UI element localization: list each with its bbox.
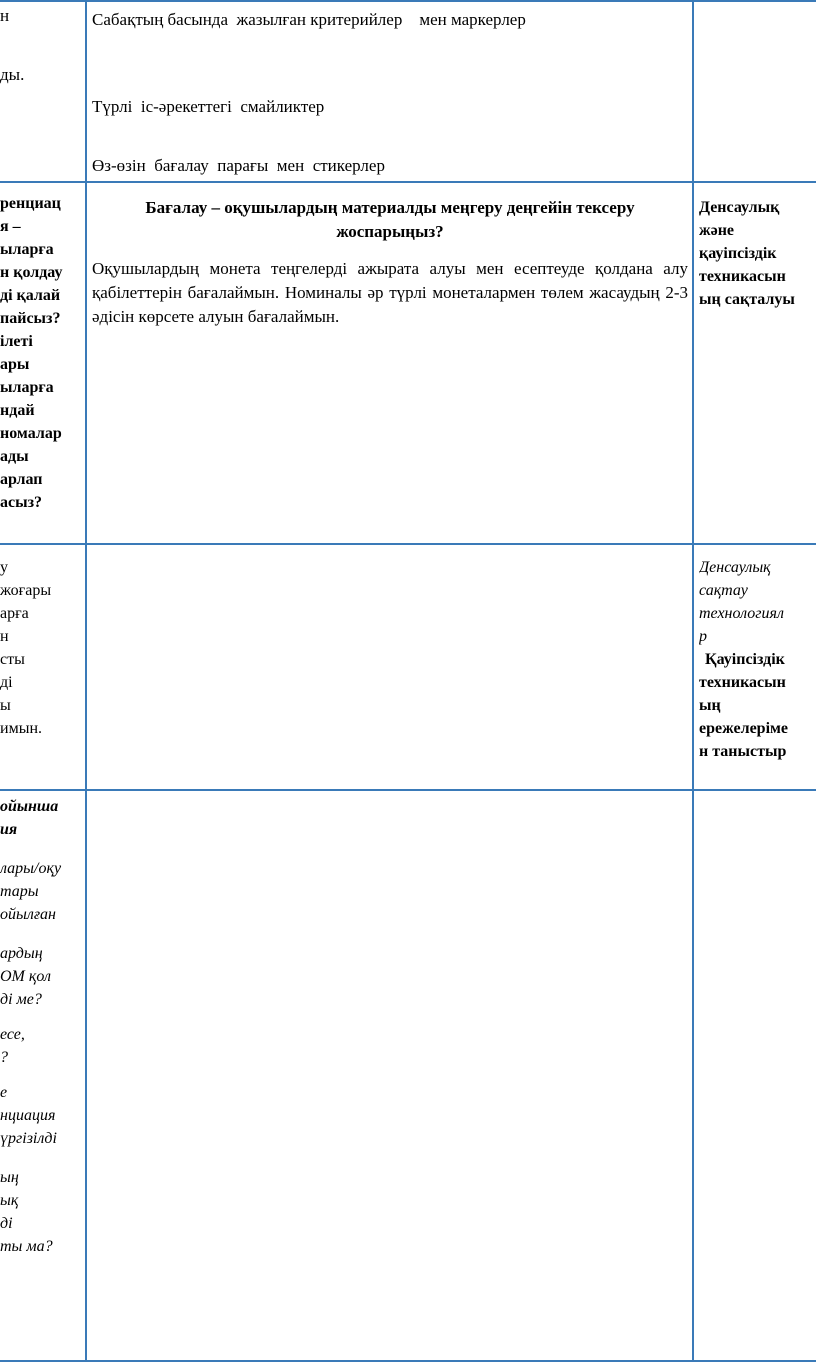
health-left-line: арға (0, 605, 29, 622)
reflection-line: ық (0, 1192, 19, 1209)
safety-rules-line: Қауіпсіздік (705, 651, 785, 668)
criteria-left-line (0, 52, 82, 63)
differentiation-line: ады (0, 448, 29, 465)
health-left-line: имын. (0, 720, 42, 737)
health-left-line: сты (0, 651, 25, 668)
criteria-left-cell (0, 4, 82, 179)
reflection-line (0, 1069, 82, 1081)
column-divider-2 (692, 0, 694, 1362)
criteria-left-line (0, 28, 82, 52)
health-left-line: ді (0, 674, 13, 691)
reflection-line: ОМ қол (0, 968, 51, 985)
health-left-line: жоғары (0, 582, 52, 599)
safety-line: техникасын (699, 268, 786, 285)
reflection-left-cell (0, 795, 82, 1357)
safety-rules-line: ың (699, 697, 721, 714)
reflection-line: ді (0, 1215, 13, 1232)
reflection-line (0, 1011, 82, 1023)
differentiation-line: пайсыз? (0, 310, 61, 327)
differentiation-line: ренциац (0, 195, 61, 212)
differentiation-line: ді қалай (0, 287, 61, 304)
reflection-line: ты ма? (0, 1238, 53, 1255)
reflection-line: лары/оқу (0, 860, 62, 877)
reflection-line: тары (0, 883, 39, 900)
safety-rules-line: ережелеріме (699, 720, 789, 737)
reflection-line: ? (0, 1049, 8, 1066)
reflection-line (0, 1158, 82, 1166)
reflection-line: есе, (0, 1026, 25, 1043)
reflection-line: үргізілді (0, 1130, 57, 1147)
criteria-left-line: н (0, 6, 10, 25)
differentiation-line: я – (0, 218, 21, 235)
safety-rules-line: н таныстыр (699, 743, 787, 760)
criteria-left-line: ды. (0, 65, 25, 84)
assessment-body: Оқушылардың монета теңгелерді ажырата алуы мен есептеуде қолдана алу қабілеттерін бағалаймын. Номиналы әр түрлі монеталармен төлем жасаудың 2-3 әдісін көрсете алуын бағалаймын. (92, 259, 688, 326)
safety-line: қауіпсіздік (699, 245, 777, 262)
reflection-line: ардың (0, 945, 43, 962)
differentiation-line: н қолдау (0, 264, 63, 281)
criteria-middle-cell (92, 8, 688, 180)
differentiation-line: ыларға (0, 241, 54, 258)
reflection-spacer (0, 841, 82, 857)
reflection-line: е (0, 1084, 8, 1101)
safety-line: ың сақталуы (699, 291, 795, 308)
differentiation-line: ілеті (0, 333, 33, 350)
reflection-line (0, 926, 82, 942)
safety-right-cell (699, 196, 816, 536)
health-left-line: н (0, 628, 9, 645)
health-left-line: ы (0, 697, 11, 714)
differentiation-left-cell (0, 192, 82, 537)
differentiation-line: ыларға (0, 379, 54, 396)
reflection-line: ді ме? (0, 991, 42, 1008)
health-tech-line: р (699, 628, 707, 645)
differentiation-line: ндай (0, 402, 35, 419)
self-assessment-line: Өз-өзін бағалау парағы мен стикерлер (92, 156, 385, 175)
differentiation-line: номалар (0, 425, 62, 442)
smileys-line: Түрлі іс-әрекеттегі смайликтер (92, 97, 325, 116)
safety-line: Денсаулық (699, 199, 780, 216)
reflection-line: ың (0, 1169, 19, 1186)
differentiation-line: асыз? (0, 494, 43, 511)
health-left-line: у (0, 559, 8, 576)
health-tech-line: технологиял (699, 605, 784, 622)
reflection-heading-line: ия (0, 821, 18, 838)
differentiation-line: ары (0, 356, 30, 373)
criteria-line: Сабақтың басында жазылған критерийлер мен маркерлер (92, 10, 526, 29)
assessment-middle-cell (92, 196, 688, 536)
reflection-line (0, 1150, 82, 1158)
safety-line: және (699, 222, 735, 239)
differentiation-line: арлап (0, 471, 43, 488)
assessment-heading: Бағалау – оқушылардың материалды меңгеру деңгейін тексеру жоспарыңыз? (145, 198, 635, 241)
column-divider-1 (85, 0, 87, 1362)
health-tech-line: сақтау (699, 582, 748, 599)
safety-rules-line: техникасын (699, 674, 786, 691)
reflection-line: нциация (0, 1107, 56, 1124)
health-right-cell (699, 556, 816, 782)
reflection-heading-line: ойынша (0, 798, 59, 815)
health-left-cell (0, 556, 82, 782)
reflection-line: ойылған (0, 906, 56, 923)
health-tech-line: Денсаулық (699, 559, 771, 576)
